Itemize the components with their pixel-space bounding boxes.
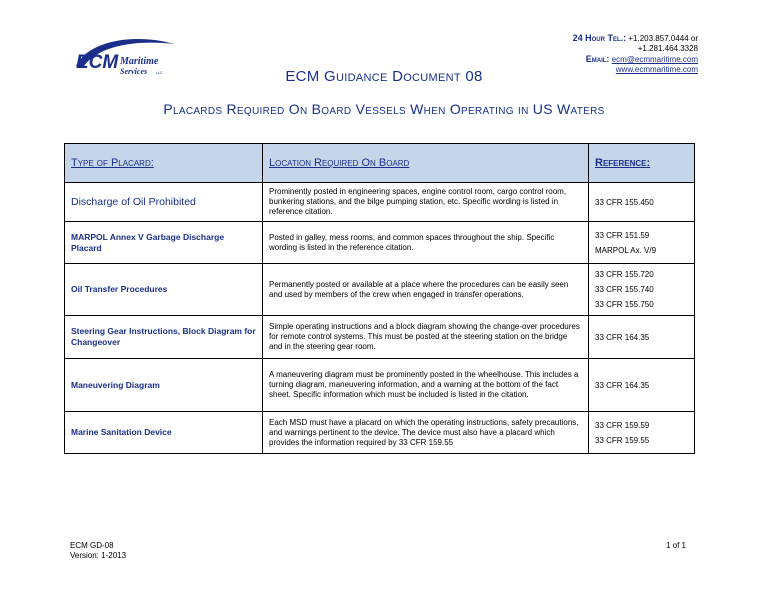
- table-row: [65, 316, 695, 359]
- placard-reference: [589, 222, 695, 264]
- placard-reference: [589, 412, 695, 454]
- document-title: ECM Guidance Document 08: [285, 68, 483, 85]
- footer-doc-id: ECM GD-08: [70, 541, 114, 550]
- table-row: [65, 412, 695, 454]
- placard-location: Simple operating instructions and a block diagram showing the change-over procedures for remote control systems. This must be posted at the steering station on the bridge and in the steering gear room.: [263, 316, 589, 359]
- header-reference: Reference:: [589, 144, 695, 183]
- table-row: [65, 359, 695, 412]
- phone-line-1: [573, 33, 698, 44]
- logo-sub2: Services: [120, 67, 148, 76]
- email-label: Email:: [585, 54, 610, 64]
- header-type: Type of Placard:: [65, 144, 263, 183]
- footer-doc-info: [70, 541, 126, 561]
- placard-reference: [589, 183, 695, 222]
- logo-main-text: ECM: [76, 52, 119, 73]
- table-row: [65, 183, 695, 222]
- reference-line: 33 CFR 159.55: [595, 435, 650, 445]
- phone-number-1: +1.203.857.0444 or: [628, 34, 698, 43]
- reference-line: 33 CFR 155.750: [595, 300, 654, 309]
- table-row: [65, 222, 695, 264]
- footer-version: Version: 1-2013: [70, 551, 127, 560]
- placard-reference: [589, 359, 695, 412]
- placard-location: Permanently posted or available at a place where the procedures can be easily seen and used by members of the crew when engaged in transfer operations.: [263, 264, 589, 316]
- placard-type: Marine Sanitation Device: [65, 412, 263, 454]
- footer-page-number: 1 of 1: [665, 541, 686, 550]
- placard-type: MARPOL Annex V Garbage Discharge Placard: [65, 222, 263, 264]
- header-location: Location Required On Board: [263, 144, 589, 183]
- reference-line: 33 CFR 155.740: [595, 285, 654, 294]
- table-header-row: [65, 144, 695, 183]
- reference-line: 33 CFR 155.450: [595, 197, 654, 207]
- placard-location: Prominently posted in engineering spaces, engine control room, cargo control room, bunkering stations, and the bilge pumping station, etc. Specific wording is listed in reference citation.: [263, 183, 589, 222]
- logo-sub1: Maritime: [120, 56, 159, 67]
- reference-line: 33 CFR 164.35: [595, 332, 650, 342]
- placard-reference: [589, 264, 695, 316]
- table-row: [65, 264, 695, 316]
- placard-table: [64, 143, 695, 454]
- placard-type: Oil Transfer Procedures: [65, 264, 263, 316]
- phone-label: 24 Hour Tel.:: [572, 33, 627, 43]
- placard-type: Discharge of Oil Prohibited: [65, 183, 263, 222]
- website-link[interactable]: www.ecmmaritime.com: [615, 65, 698, 74]
- reference-line: 33 CFR 159.59: [595, 420, 650, 430]
- phone-number-2: +1.281.464.3328: [637, 44, 698, 53]
- email-line: [573, 54, 698, 65]
- email-link[interactable]: ecm@ecmmaritime.com: [611, 55, 698, 64]
- reference-line: 33 CFR 151.59: [595, 230, 650, 240]
- placard-type: Steering Gear Instructions, Block Diagram for Changeover: [65, 316, 263, 359]
- reference-line: 33 CFR 155.720: [595, 270, 654, 279]
- reference-line: MARPOL Ax. V/9: [595, 245, 657, 255]
- logo-sub2-suffix: LLC: [156, 71, 163, 75]
- placard-location: Posted in galley, mess rooms, and common spaces throughout the ship. Specific wording is listed in the reference citation.: [263, 222, 589, 264]
- placard-location: A maneuvering diagram must be prominently posted in the wheelhouse. This includes a turning diagram, maneuvering information, and a warning at the bottom of the fact sheet. Specific information which must be included is listed in the citation.: [263, 359, 589, 412]
- document-subtitle: Placards Required On Board Vessels When Operating in US Waters: [163, 101, 605, 117]
- placard-type: Maneuvering Diagram: [65, 359, 263, 412]
- placard-location: Each MSD must have a placard on which the operating instructions, safety precautions, and warnings pertinent to the device. The device must also have a placard which provides the information required by 33 CFR 159.55: [263, 412, 589, 454]
- placard-reference: [589, 316, 695, 359]
- reference-line: 33 CFR 164.35: [595, 380, 650, 390]
